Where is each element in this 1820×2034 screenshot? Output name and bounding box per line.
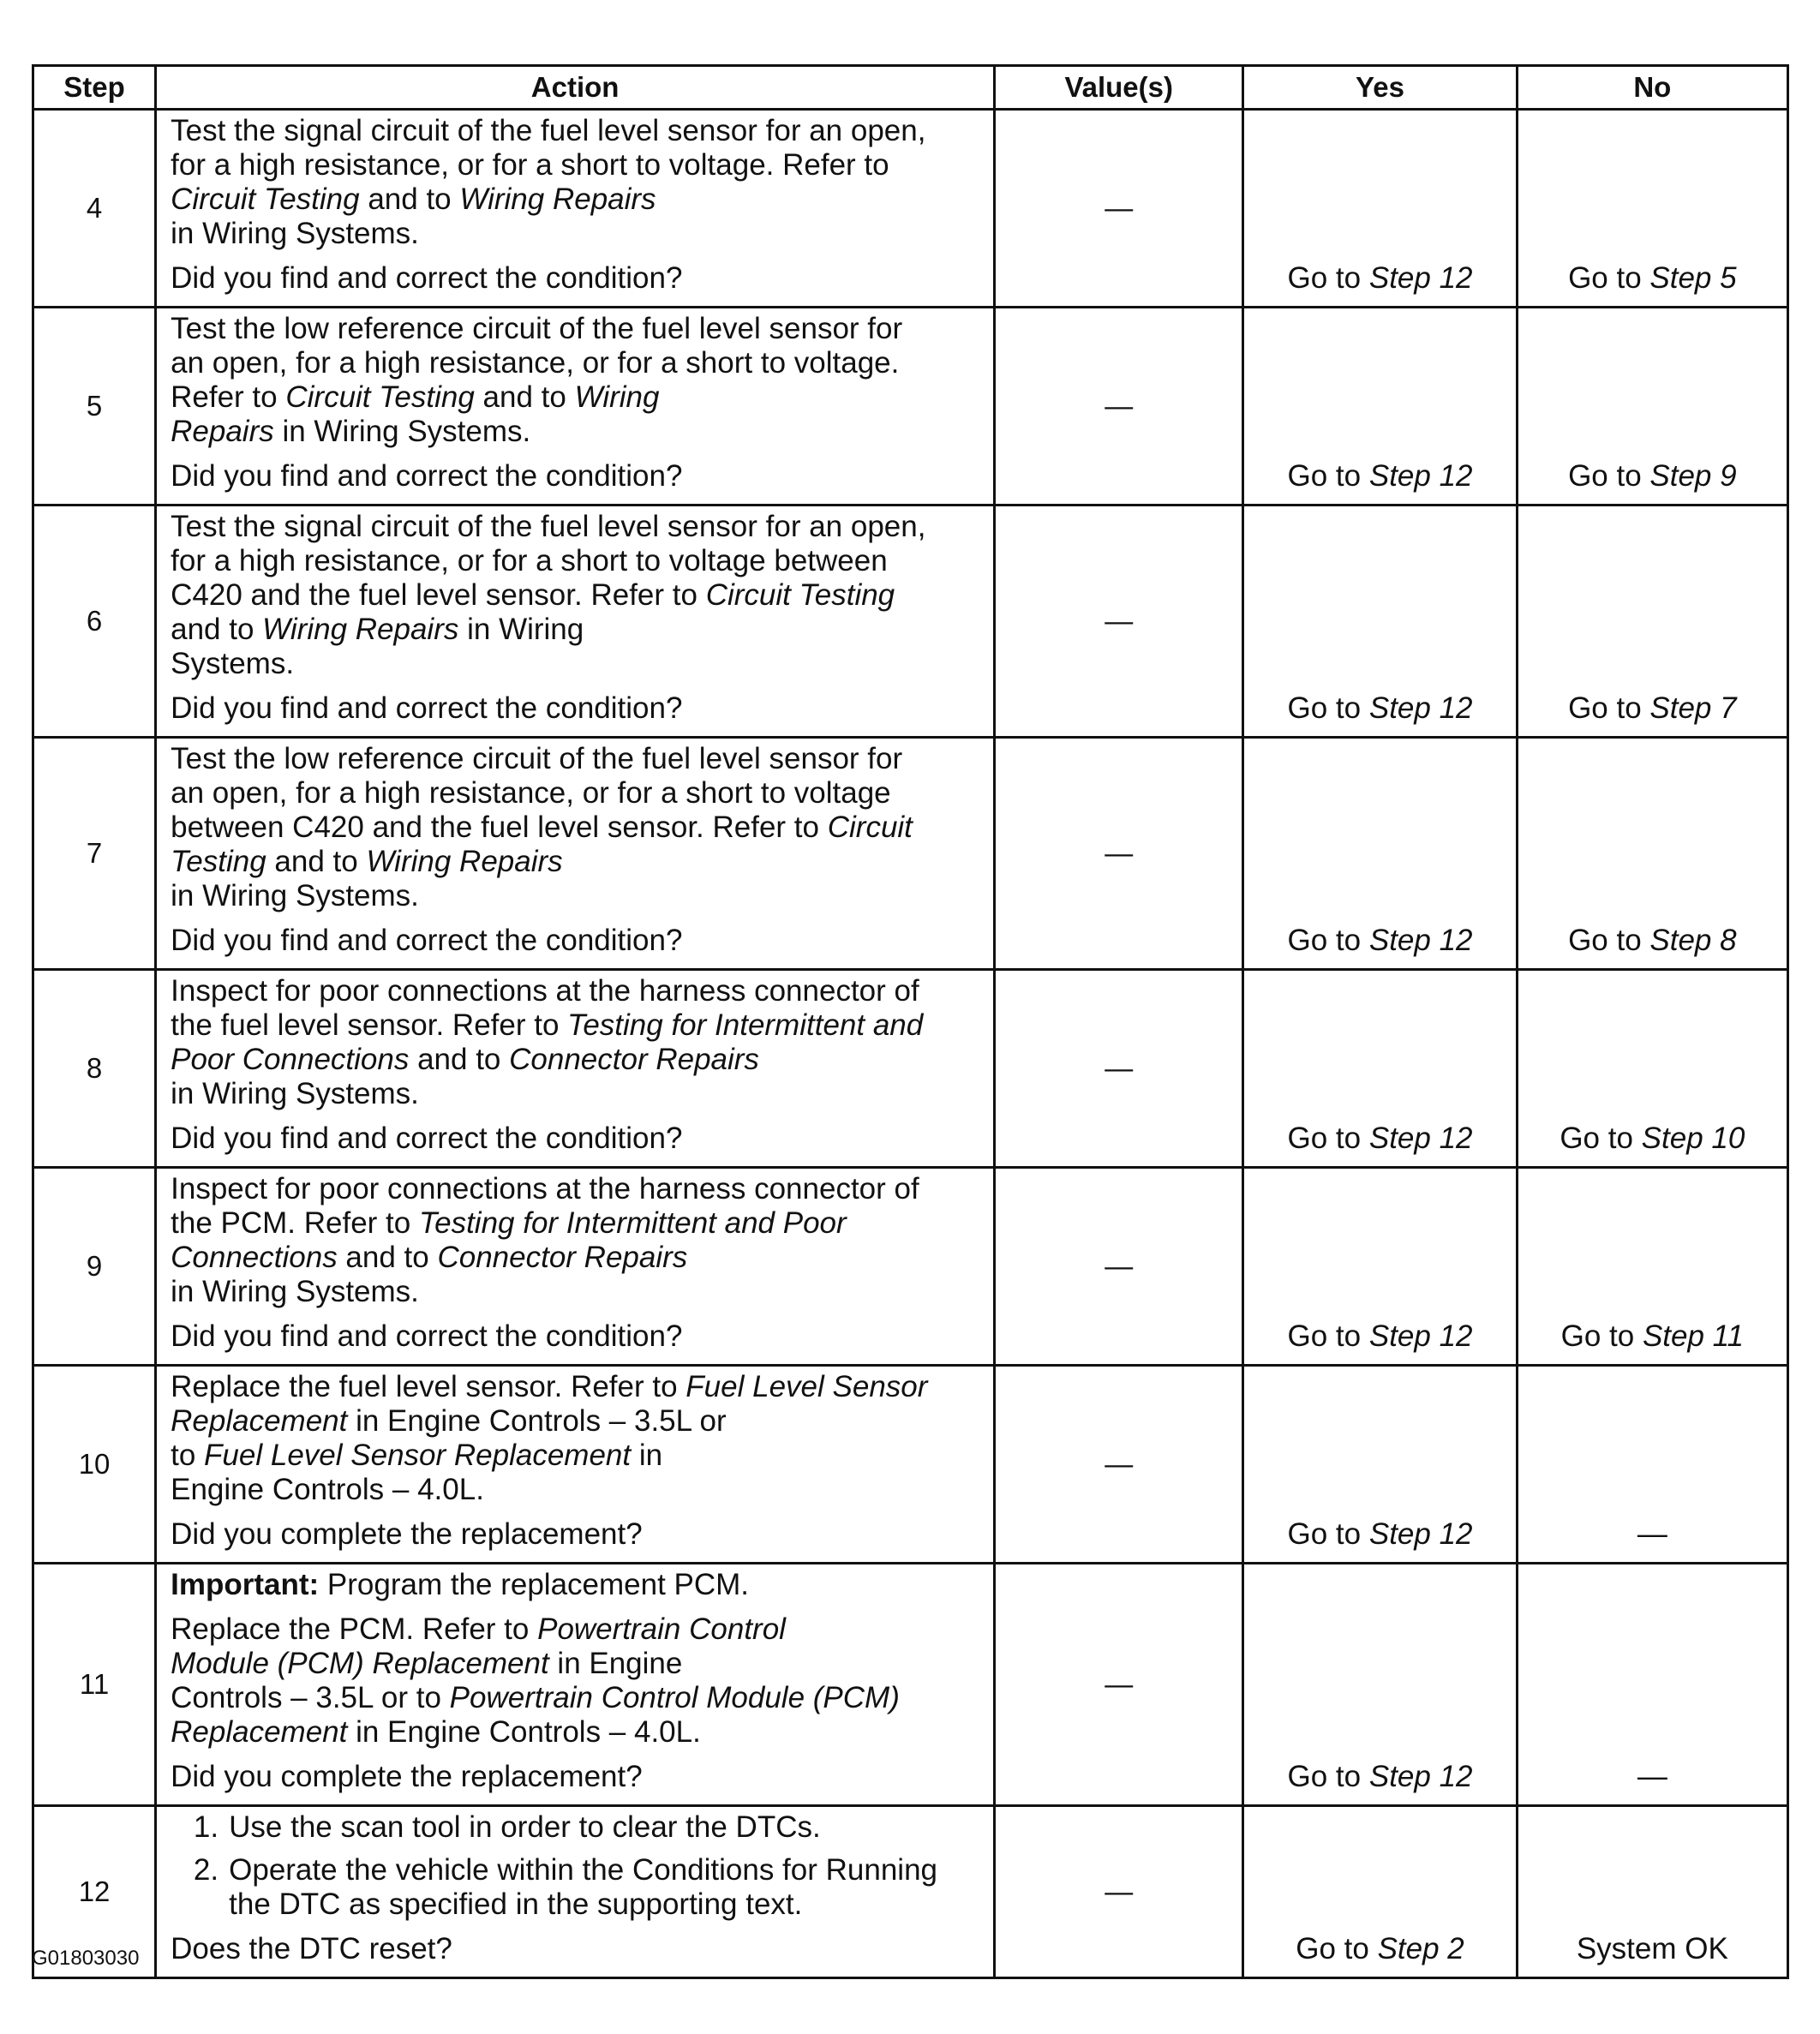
action-line [171,312,985,346]
step-number: 9 [33,1168,156,1366]
action-line [171,1681,985,1715]
table-row [33,1564,1788,1806]
action-line [171,845,985,879]
reference-link-text: Powertrain Control [537,1612,786,1646]
value-cell: — [995,970,1243,1168]
text-run: in Engine [548,1647,683,1680]
reference-link-text: Wiring [574,380,660,414]
reference-link-text: Replacement [171,1404,348,1438]
reference-link-text: Wiring Repairs [366,845,563,878]
procedure-item [171,1853,985,1922]
text-run: Inspect for poor connections at the harness connector of [171,974,919,1008]
action-question: Did you complete the replacement? [171,1517,643,1551]
step-number: 4 [33,110,156,308]
action-question: Did you find and correct the condition? [171,261,683,295]
no-cell [1517,110,1787,308]
text-run: in Wiring Systems. [171,1077,419,1110]
step-number: 12 [33,1806,156,1978]
step-number: 10 [33,1366,156,1564]
reference-link-text: Step 12 [1368,1517,1473,1551]
no-cell [1517,970,1787,1168]
text-run: to [171,1439,205,1472]
action-line [171,1404,985,1439]
action-line [171,1043,985,1077]
action-question: Did you find and correct the condition? [171,1122,683,1155]
reference-link-text: Replacement [171,1715,348,1749]
yes-cell [1243,506,1517,738]
action-line [171,510,985,544]
procedure-item-line: Use the scan tool in order to clear the DTCs. [229,1810,821,1844]
reference-link-text: Step 9 [1649,459,1737,493]
header-step: Step [33,66,156,110]
yes-cell [1243,1806,1517,1978]
action-line [171,1370,985,1404]
yes-cell [1243,308,1517,506]
reference-link-text: Wiring Repairs [262,613,459,646]
yes-cell [1243,970,1517,1168]
text-run: — [1637,1760,1667,1793]
text-run: Test the signal circuit of the fuel level sensor for an open, [171,510,926,543]
action-line [171,776,985,811]
action-question: Did you find and correct the condition? [171,459,683,493]
text-run: Go to [1287,924,1369,957]
text-run: and to [337,1241,438,1274]
table-row [33,1806,1788,1978]
reference-link-text: Step 8 [1649,924,1737,957]
reference-link-text: Step 10 [1641,1122,1745,1155]
text-run: and to [171,613,263,646]
action-line [171,1077,985,1111]
procedure-item-text [229,1810,985,1845]
action-question: Did you complete the replacement? [171,1760,643,1793]
reference-link-text: Fuel Level Sensor [685,1370,928,1403]
action-line [171,1715,985,1750]
header-no: No [1517,66,1787,110]
text-run: in Wiring Systems. [171,1275,419,1308]
reference-link-text: Step 2 [1377,1932,1464,1965]
action-line [171,1439,985,1473]
no-cell [1517,1366,1787,1564]
reference-link-text: Step 12 [1368,1319,1473,1353]
action-question: Does the DTC reset? [171,1932,452,1965]
table-row [33,110,1788,308]
step-number: 7 [33,738,156,970]
procedure-item-line: the DTC as specified in the supporting text. [229,1887,803,1921]
no-cell [1517,1168,1787,1366]
text-run: Replace the PCM. Refer to [171,1612,538,1646]
yes-cell [1243,1366,1517,1564]
table-row [33,738,1788,970]
table-row [33,970,1788,1168]
text-run: Go to [1560,1122,1642,1155]
action-line [171,1008,985,1043]
text-run: an open, for a high resistance, or for a short to voltage. [171,346,900,380]
yes-cell [1243,110,1517,308]
step-number: 5 [33,308,156,506]
text-run: Test the low reference circuit of the fuel level sensor for [171,312,903,345]
text-run: Go to [1287,1517,1369,1551]
yes-cell [1243,1168,1517,1366]
no-cell [1517,506,1787,738]
text-run: Engine Controls – 4.0L. [171,1473,484,1506]
reference-link-text: Step 11 [1642,1319,1745,1353]
action-line [171,1172,985,1206]
text-run: Go to [1568,924,1650,957]
text-run: Go to [1568,691,1650,725]
reference-link-text: Poor Connections [171,1043,410,1076]
action-line [171,613,985,647]
action-line [171,114,985,148]
text-run: Go to [1287,1319,1369,1353]
text-run: Go to [1560,1319,1643,1353]
figure-code: G01803030 [32,1947,140,1970]
step-number: 8 [33,970,156,1168]
text-run: Go to [1287,459,1369,493]
text-run: in Engine Controls – 4.0L. [347,1715,701,1749]
reference-link-text: Step 12 [1368,1122,1473,1155]
text-run: — [1637,1517,1667,1551]
header-values: Value(s) [995,66,1243,110]
text-run: between C420 and the fuel level sensor. Refer to [171,811,828,844]
header-row [33,66,1788,110]
text-run: C420 and the fuel level sensor. Refer to [171,578,706,612]
action-line [171,1647,985,1681]
text-run: in Wiring Systems. [273,415,531,448]
text-run: and to [409,1043,510,1076]
text-run: for a high resistance, or for a short to voltage between [171,544,888,577]
text-run: Controls – 3.5L or to [171,1681,450,1714]
text-run: Go to [1568,261,1650,295]
reference-link-text: Step 12 [1368,691,1473,725]
value-cell: — [995,1366,1243,1564]
action-cell [156,308,995,506]
no-cell [1517,738,1787,970]
header-yes: Yes [1243,66,1517,110]
reference-link-text: Testing for Intermittent and Poor [418,1206,847,1240]
action-cell [156,970,995,1168]
diagnostic-table [32,64,1789,1979]
text-run: and to [359,182,460,216]
reference-link-text: Step 12 [1368,261,1473,295]
table-body [33,110,1788,1978]
text-run: Go to [1287,691,1369,725]
reference-link-text: Testing for Intermittent and [567,1008,924,1042]
reference-link-text: Step 12 [1368,1760,1473,1793]
reference-link-text: Circuit Testing [285,380,475,414]
value-cell: — [995,308,1243,506]
text-run: Go to [1296,1932,1378,1965]
reference-link-text: Step 12 [1368,459,1473,493]
action-line [171,182,985,217]
text-run: for a high resistance, or for a short to voltage. Refer to [171,148,889,182]
text-run: in Wiring [458,613,584,646]
text-run: Systems. [171,647,295,680]
reference-link-text: Step 12 [1368,924,1473,957]
action-cell [156,506,995,738]
value-cell: — [995,1168,1243,1366]
action-line [171,742,985,776]
step-number: 6 [33,506,156,738]
text-run: Replace the fuel level sensor. Refer to [171,1370,686,1403]
action-cell [156,738,995,970]
reference-link-text: Repairs [171,415,274,448]
action-line [171,1612,985,1647]
procedure-list [171,1810,985,1922]
action-line [171,217,985,251]
procedure-item-text [229,1853,985,1922]
yes-cell [1243,1564,1517,1806]
action-question: Did you find and correct the condition? [171,924,683,957]
text-run: the fuel level sensor. Refer to [171,1008,568,1042]
important-label: Important: [171,1568,320,1601]
reference-link-text: Wiring Repairs [459,182,656,216]
text-run: Test the low reference circuit of the fuel level sensor for [171,742,903,775]
reference-link-text: Connector Repairs [509,1043,759,1076]
text-run: Go to [1287,1760,1369,1793]
no-cell [1517,1806,1787,1978]
procedure-item-line: Operate the vehicle within the Conditions for Running [229,1853,937,1887]
reference-link-text: Circuit Testing [705,578,895,612]
reference-link-text: Testing [171,845,266,878]
reference-link-text: Powertrain Control Module (PCM) [449,1681,900,1714]
action-line [171,148,985,182]
text-run: and to [266,845,367,878]
text-run: an open, for a high resistance, or for a short to voltage [171,776,891,810]
reference-link-text: Circuit [827,811,913,844]
action-line [171,879,985,913]
yes-cell [1243,738,1517,970]
action-cell [156,1168,995,1366]
action-line [171,544,985,578]
table-row [33,506,1788,738]
reference-link-text: Connector Repairs [437,1241,688,1274]
value-cell: — [995,738,1243,970]
no-cell [1517,308,1787,506]
important-text: Program the replacement PCM. [319,1568,750,1601]
action-line [171,415,985,449]
reference-link-text: Module (PCM) Replacement [171,1647,549,1680]
text-run: Inspect for poor connections at the harness connector of [171,1172,919,1205]
action-line [171,346,985,380]
action-line [171,1241,985,1275]
action-line [171,578,985,613]
text-run: Refer to [171,380,286,414]
reference-link-text: Connections [171,1241,338,1274]
text-run: Go to [1568,459,1650,493]
text-run: and to [474,380,575,414]
text-run: Go to [1287,1122,1369,1155]
step-number: 11 [33,1564,156,1806]
action-question: Did you find and correct the condition? [171,691,683,725]
procedure-item [171,1810,985,1845]
action-cell [156,110,995,308]
reference-link-text: Step 5 [1649,261,1737,295]
text-run: Go to [1287,261,1369,295]
action-line [171,380,985,415]
text-run: in Wiring Systems. [171,217,419,250]
reference-link-text: Circuit Testing [171,182,360,216]
procedure-item-number: 1. [193,1810,219,1844]
value-cell: — [995,506,1243,738]
action-question: Did you find and correct the condition? [171,1319,683,1353]
action-cell [156,1806,995,1978]
text-run: the PCM. Refer to [171,1206,419,1240]
table-row [33,308,1788,506]
action-line [171,1473,985,1507]
action-line [171,1275,985,1309]
header-action: Action [156,66,995,110]
action-line [171,647,985,681]
text-run: Test the signal circuit of the fuel level sensor for an open, [171,114,926,147]
action-line [171,1206,985,1241]
important-note [171,1568,985,1602]
text-run: System OK [1576,1932,1728,1965]
reference-link-text: Fuel Level Sensor Replacement [204,1439,632,1472]
value-cell: — [995,1564,1243,1806]
action-cell [156,1564,995,1806]
text-run: in Engine Controls – 3.5L or [347,1404,727,1438]
action-cell [156,1366,995,1564]
procedure-item-number: 2. [193,1853,219,1887]
table-row [33,1366,1788,1564]
table-row [33,1168,1788,1366]
action-line [171,974,985,1008]
value-cell: — [995,1806,1243,1978]
value-cell: — [995,110,1243,308]
text-run: in Wiring Systems. [171,879,419,912]
text-run: in [631,1439,663,1472]
action-line [171,811,985,845]
no-cell [1517,1564,1787,1806]
reference-link-text: Step 7 [1649,691,1737,725]
